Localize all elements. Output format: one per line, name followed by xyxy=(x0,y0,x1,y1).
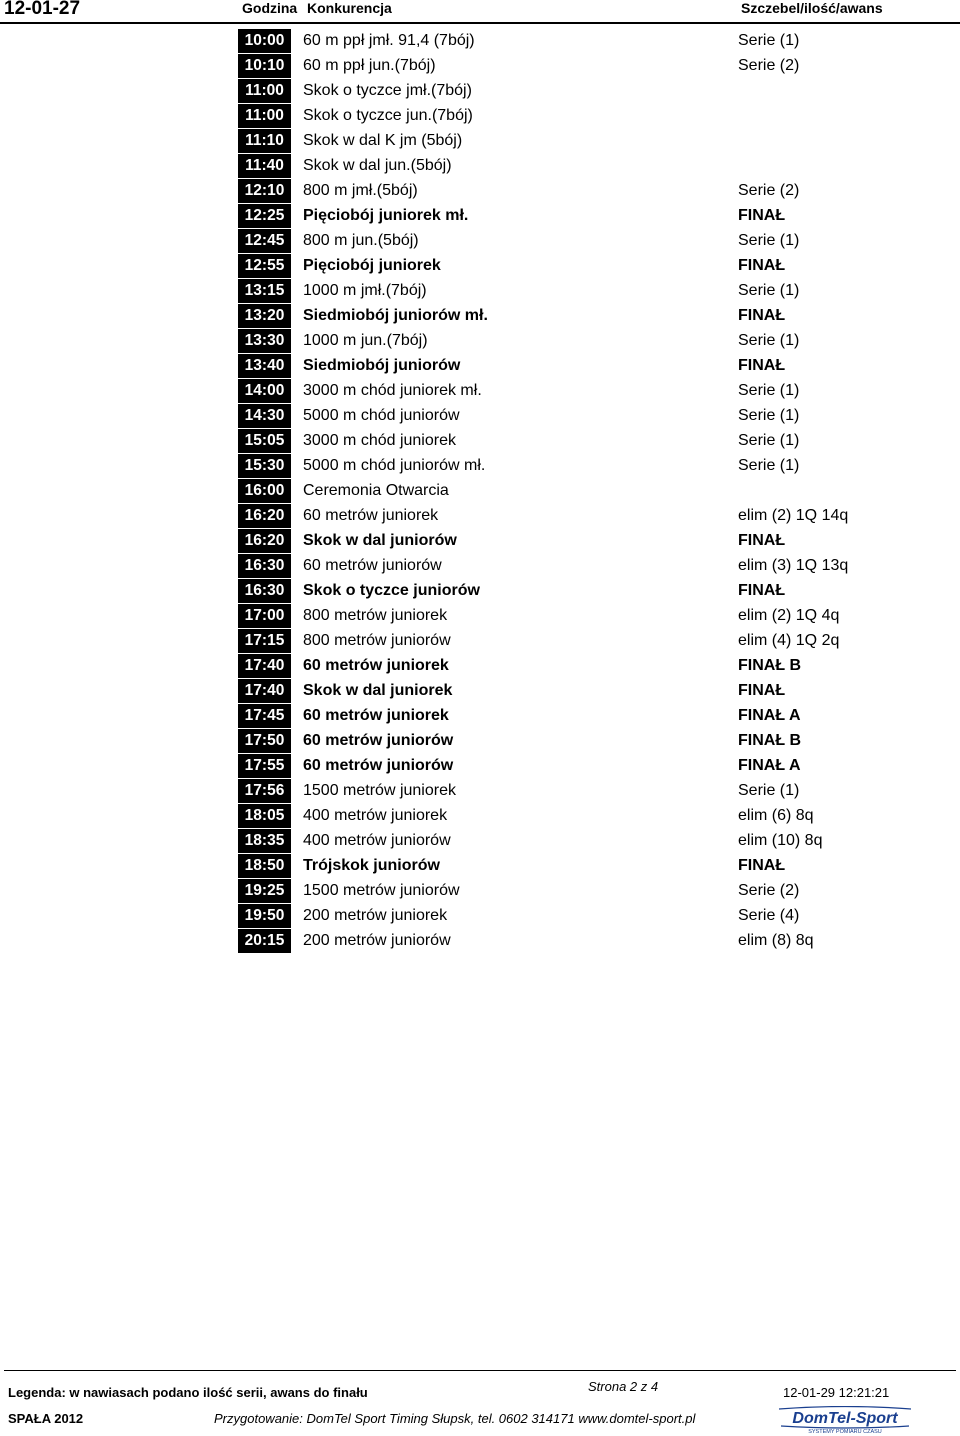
event-name: 3000 m chód juniorek mł. xyxy=(303,382,482,399)
event-time: 20:15 xyxy=(238,929,291,953)
event-name: Pięciobój juniorek xyxy=(303,257,441,274)
event-time: 16:20 xyxy=(238,529,291,553)
logo-text: DomTel-Sport xyxy=(792,1410,898,1427)
event-name: 1000 m jun.(7bój) xyxy=(303,332,428,349)
event-time: 11:10 xyxy=(238,129,291,153)
event-time: 17:50 xyxy=(238,729,291,753)
schedule-row xyxy=(238,579,898,604)
event-time: 16:30 xyxy=(238,554,291,578)
domtel-sport-logo xyxy=(775,1406,915,1434)
event-time: 18:35 xyxy=(238,829,291,853)
event-time: 12:55 xyxy=(238,254,291,278)
event-time: 12:25 xyxy=(238,204,291,228)
event-time: 18:50 xyxy=(238,854,291,878)
event-name: 5000 m chód juniorów xyxy=(303,407,460,424)
schedule-list xyxy=(238,29,898,954)
event-time: 19:25 xyxy=(238,879,291,903)
event-time: 13:30 xyxy=(238,329,291,353)
event-stage: FINAŁ xyxy=(738,682,786,699)
event-name: 60 metrów juniorów xyxy=(303,757,454,774)
event-name: 60 m ppł jmł. 91,4 (7bój) xyxy=(303,32,475,49)
event-name: 5000 m chód juniorów mł. xyxy=(303,457,486,474)
print-timestamp: 12-01-29 12:21:21 xyxy=(783,1385,890,1400)
event-time: 17:15 xyxy=(238,629,291,653)
schedule-row xyxy=(238,804,898,829)
event-name: Skok w dal juniorów xyxy=(303,532,457,549)
event-time: 18:05 xyxy=(238,804,291,828)
page-number: Strona 2 z 4 xyxy=(588,1379,659,1394)
event-stage: Serie (1) xyxy=(738,457,800,474)
event-time: 17:00 xyxy=(238,604,291,628)
event-stage: Serie (1) xyxy=(738,382,800,399)
schedule-row xyxy=(238,654,898,679)
schedule-row xyxy=(238,854,898,879)
event-name: Skok o tyczce juniorów xyxy=(303,582,480,599)
event-name: 800 metrów juniorek xyxy=(303,607,448,624)
schedule-row xyxy=(238,404,898,429)
schedule-row xyxy=(238,929,898,954)
schedule-row xyxy=(238,504,898,529)
event-stage: Serie (1) xyxy=(738,332,800,349)
event-name: Trójskok juniorów xyxy=(303,857,440,874)
schedule-row xyxy=(238,229,898,254)
schedule-row xyxy=(238,129,898,154)
event-stage: FINAŁ xyxy=(738,307,786,324)
event-stage: elim (2) 1Q 4q xyxy=(738,607,840,624)
event-time: 13:40 xyxy=(238,354,291,378)
schedule-row xyxy=(238,179,898,204)
column-header-stage: Szczebel/ilość/awans xyxy=(741,0,883,16)
event-time: 16:30 xyxy=(238,579,291,603)
event-stage: Serie (1) xyxy=(738,32,800,49)
schedule-row xyxy=(238,704,898,729)
event-time: 16:00 xyxy=(238,479,291,503)
event-name: 60 m ppł jun.(7bój) xyxy=(303,57,436,74)
event-stage: FINAŁ B xyxy=(738,732,802,749)
event-stage: elim (6) 8q xyxy=(738,807,814,824)
event-name: Siedmiobój juniorów mł. xyxy=(303,307,488,324)
schedule-row xyxy=(238,629,898,654)
event-name: Pięciobój juniorek mł. xyxy=(303,207,469,224)
event-time: 19:50 xyxy=(238,904,291,928)
event-name: 200 metrów juniorek xyxy=(303,907,448,924)
event-name: Skok w dal jun.(5bój) xyxy=(303,157,452,174)
event-stage: FINAŁ xyxy=(738,582,786,599)
schedule-row xyxy=(238,254,898,279)
event-name: 800 metrów juniorów xyxy=(303,632,451,649)
event-name: 800 m jmł.(5bój) xyxy=(303,182,418,199)
event-time: 17:40 xyxy=(238,654,291,678)
event-stage: elim (8) 8q xyxy=(738,932,814,949)
logo-subtext: SYSTEMY POMIARU CZASU xyxy=(808,1429,882,1434)
event-stage: elim (4) 1Q 2q xyxy=(738,632,840,649)
event-time: 14:00 xyxy=(238,379,291,403)
column-header-event: Konkurencja xyxy=(307,0,392,16)
prepared-by: Przygotowanie: DomTel Sport Timing Słupsk, tel. 0602 314171 www.domtel-sport.pl xyxy=(214,1411,696,1426)
event-time: 13:15 xyxy=(238,279,291,303)
event-stage: FINAŁ A xyxy=(738,707,801,724)
event-stage: FINAŁ xyxy=(738,257,786,274)
schedule-row xyxy=(238,529,898,554)
event-stage: Serie (2) xyxy=(738,57,800,74)
schedule-row xyxy=(238,604,898,629)
event-name: Ceremonia Otwarcia xyxy=(303,482,449,499)
page-header xyxy=(0,0,960,24)
schedule-row xyxy=(238,154,898,179)
schedule-row xyxy=(238,879,898,904)
event-time: 11:00 xyxy=(238,79,291,103)
event-stage: FINAŁ B xyxy=(738,657,802,674)
event-time: 17:56 xyxy=(238,779,291,803)
event-time: 17:40 xyxy=(238,679,291,703)
event-stage: Serie (2) xyxy=(738,182,800,199)
event-time: 10:00 xyxy=(238,29,291,53)
event-time: 13:20 xyxy=(238,304,291,328)
schedule-row xyxy=(238,829,898,854)
event-name: 60 metrów juniorek xyxy=(303,507,439,524)
column-header-time: Godzina xyxy=(242,0,298,16)
schedule-row xyxy=(238,754,898,779)
event-stage: elim (2) 1Q 14q xyxy=(738,507,849,524)
event-time: 12:45 xyxy=(238,229,291,253)
event-name: Skok w dal K jm (5bój) xyxy=(303,132,463,149)
schedule-row xyxy=(238,379,898,404)
event-time: 17:45 xyxy=(238,704,291,728)
event-stage: Serie (2) xyxy=(738,882,800,899)
event-name: 60 metrów juniorów xyxy=(303,557,442,574)
event-time: 15:05 xyxy=(238,429,291,453)
event-stage: FINAŁ A xyxy=(738,757,801,774)
event-stage: elim (3) 1Q 13q xyxy=(738,557,849,574)
event-name: 3000 m chód juniorek xyxy=(303,432,456,449)
event-stage: FINAŁ xyxy=(738,357,786,374)
event-name: 1500 metrów juniorów xyxy=(303,882,460,899)
schedule-row xyxy=(238,454,898,479)
schedule-row xyxy=(238,29,898,54)
footer-divider xyxy=(4,1370,956,1371)
event-time: 17:55 xyxy=(238,754,291,778)
event-name: 60 metrów juniorek xyxy=(303,657,449,674)
event-time: 14:30 xyxy=(238,404,291,428)
event-stage: Serie (4) xyxy=(738,907,800,924)
venue-name: SPAŁA 2012 xyxy=(8,1411,84,1426)
event-stage: FINAŁ xyxy=(738,207,786,224)
event-stage: Serie (1) xyxy=(738,432,800,449)
event-name: 60 metrów juniorek xyxy=(303,707,449,724)
event-name: Skok o tyczce jmł.(7bój) xyxy=(303,82,472,99)
event-stage: Serie (1) xyxy=(738,232,800,249)
event-name: Skok w dal juniorek xyxy=(303,682,453,699)
schedule-row xyxy=(238,779,898,804)
event-stage: Serie (1) xyxy=(738,407,800,424)
schedule-row xyxy=(238,304,898,329)
schedule-row xyxy=(238,354,898,379)
event-name: Siedmiobój juniorów xyxy=(303,357,461,374)
event-stage: FINAŁ xyxy=(738,857,786,874)
footer-legend: Legenda: w nawiasach podano ilość serii, awans do finału xyxy=(8,1385,368,1400)
event-name: 1000 m jmł.(7bój) xyxy=(303,282,427,299)
event-stage: elim (10) 8q xyxy=(738,832,823,849)
schedule-row xyxy=(238,679,898,704)
schedule-row xyxy=(238,429,898,454)
schedule-row xyxy=(238,54,898,79)
schedule-row xyxy=(238,204,898,229)
event-stage: FINAŁ xyxy=(738,532,786,549)
schedule-row xyxy=(238,79,898,104)
event-name: 200 metrów juniorów xyxy=(303,932,451,949)
event-time: 12:10 xyxy=(238,179,291,203)
schedule-row xyxy=(238,104,898,129)
event-time: 15:30 xyxy=(238,454,291,478)
event-name: 60 metrów juniorów xyxy=(303,732,454,749)
schedule-date: 12-01-27 xyxy=(4,0,81,19)
event-name: 800 m jun.(5bój) xyxy=(303,232,419,249)
event-name: 1500 metrów juniorek xyxy=(303,782,456,799)
event-time: 16:20 xyxy=(238,504,291,528)
schedule-row xyxy=(238,279,898,304)
event-name: 400 metrów juniorek xyxy=(303,807,448,824)
schedule-row xyxy=(238,479,898,504)
schedule-row xyxy=(238,554,898,579)
schedule-row xyxy=(238,329,898,354)
event-name: Skok o tyczce jun.(7bój) xyxy=(303,107,473,124)
event-time: 11:40 xyxy=(238,154,291,178)
event-stage: Serie (1) xyxy=(738,282,800,299)
schedule-row xyxy=(238,904,898,929)
event-time: 10:10 xyxy=(238,54,291,78)
event-stage: Serie (1) xyxy=(738,782,800,799)
schedule-row xyxy=(238,729,898,754)
event-name: 400 metrów juniorów xyxy=(303,832,451,849)
event-time: 11:00 xyxy=(238,104,291,128)
